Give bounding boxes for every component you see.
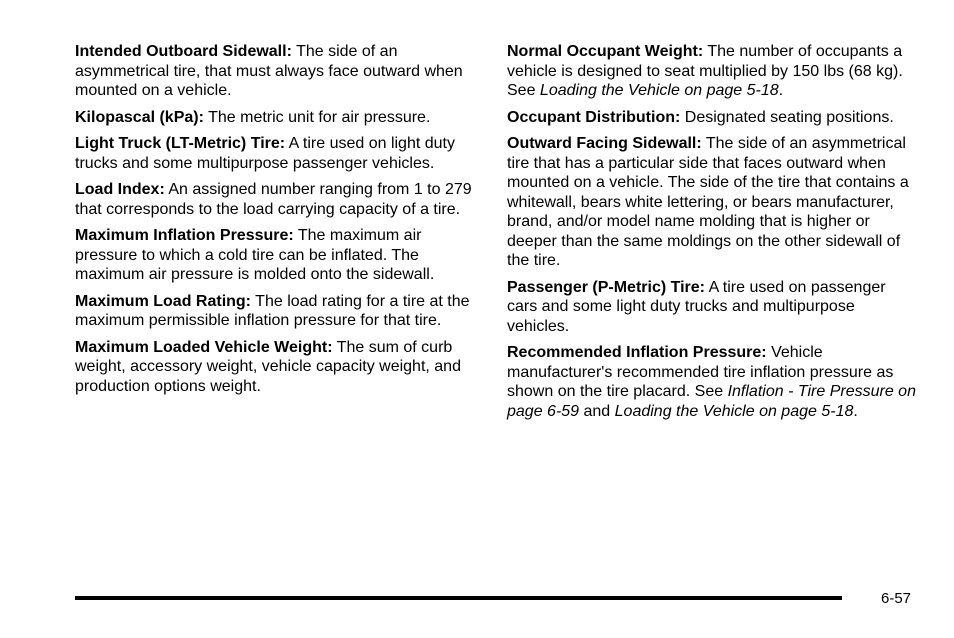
glossary-definition: Designated seating positions.: [680, 108, 894, 126]
glossary-entry-kilopascal: [75, 108, 480, 128]
glossary-term: Intended Outboard Sidewall:: [75, 43, 292, 60]
glossary-definition: A tire used on passenger cars and some light duty trucks and multipurpose vehicles.: [507, 278, 886, 335]
glossary-definition: The number of occupants a vehicle is designed to seat multiplied by 150 lbs (68 kg). See: [507, 43, 903, 99]
footer-rule: [75, 596, 842, 600]
glossary-definition: A tire used on light duty trucks and some multipurpose passenger vehicles.: [75, 135, 455, 172]
glossary-term: Kilopascal (kPa):: [75, 108, 204, 126]
connector-text: and: [579, 402, 615, 420]
glossary-entry-load-index: [75, 180, 480, 219]
glossary-definition: The load rating for a tire at the maximum permissible inflation pressure for that tire.: [75, 292, 470, 329]
glossary-entry-maximum-loaded-vehicle-weight: [75, 338, 480, 397]
glossary-term: Maximum Inflation Pressure:: [75, 227, 294, 244]
glossary-entry-normal-occupant-weight: [507, 42, 917, 101]
glossary-definition: The sum of curb weight, accessory weight, vehicle capacity weight, and production options weight.: [75, 338, 461, 395]
glossary-definition: Vehicle manufacturer's recommended tire inflation pressure as shown on the tire placard. See: [507, 344, 894, 400]
glossary-entry-maximum-inflation-pressure: [75, 226, 480, 285]
glossary-definition: The metric unit for air pressure.: [203, 108, 431, 126]
glossary-entry-passenger-tire: [507, 278, 917, 337]
glossary-entry-outward-facing-sidewall: [507, 134, 917, 271]
glossary-term: Outward Facing Sidewall:: [507, 135, 702, 152]
glossary-term: Maximum Loaded Vehicle Weight:: [75, 338, 333, 356]
left-column: [75, 42, 480, 403]
cross-reference-link[interactable]: Loading the Vehicle on page 5-18: [539, 82, 779, 99]
glossary-term: Normal Occupant Weight:: [507, 43, 704, 60]
cross-reference-link[interactable]: Inflation - Tire Pressure on page 6-59: [507, 383, 916, 420]
glossary-entry-maximum-load-rating: [75, 292, 480, 331]
sentence-end: .: [778, 82, 784, 99]
cross-reference-link[interactable]: Loading the Vehicle on page 5-18: [614, 402, 854, 420]
glossary-entry-light-truck-tire: [75, 134, 480, 173]
glossary-entry-occupant-distribution: [507, 108, 917, 128]
right-column: [507, 42, 917, 428]
glossary-term: Passenger (P-Metric) Tire:: [507, 278, 705, 296]
glossary-term: Load Index:: [75, 181, 165, 198]
glossary-term: Recommended Inflation Pressure:: [507, 344, 767, 361]
sentence-end: .: [853, 402, 858, 420]
glossary-entry-recommended-inflation-pressure: [507, 343, 917, 421]
glossary-definition: The side of an asymmetrical tire, that must always face outward when mounted on a vehicle.: [75, 43, 463, 99]
page-number: 6-57: [881, 590, 912, 607]
glossary-entry-intended-outboard-sidewall: [75, 42, 480, 101]
glossary-definition: An assigned number ranging from 1 to 279 that corresponds to the load carrying capacity of a tire.: [75, 181, 472, 218]
glossary-definition: The maximum air pressure to which a cold tire can be inflated. The maximum air pressure is molded onto the sidewall.: [75, 227, 435, 283]
glossary-term: Occupant Distribution:: [507, 108, 681, 126]
glossary-term: Maximum Load Rating:: [75, 292, 252, 310]
glossary-term: Light Truck (LT-Metric) Tire:: [75, 135, 286, 152]
glossary-definition: The side of an asymmetrical tire that has a particular side that faces outward when mounted on a vehicle. The side of the tire that contains a whitewall, bears white lettering, or bears manufacturer, brand, and/or model name molding that is higher or deeper than the same moldings on the other sidewall of the tire.: [507, 135, 909, 269]
